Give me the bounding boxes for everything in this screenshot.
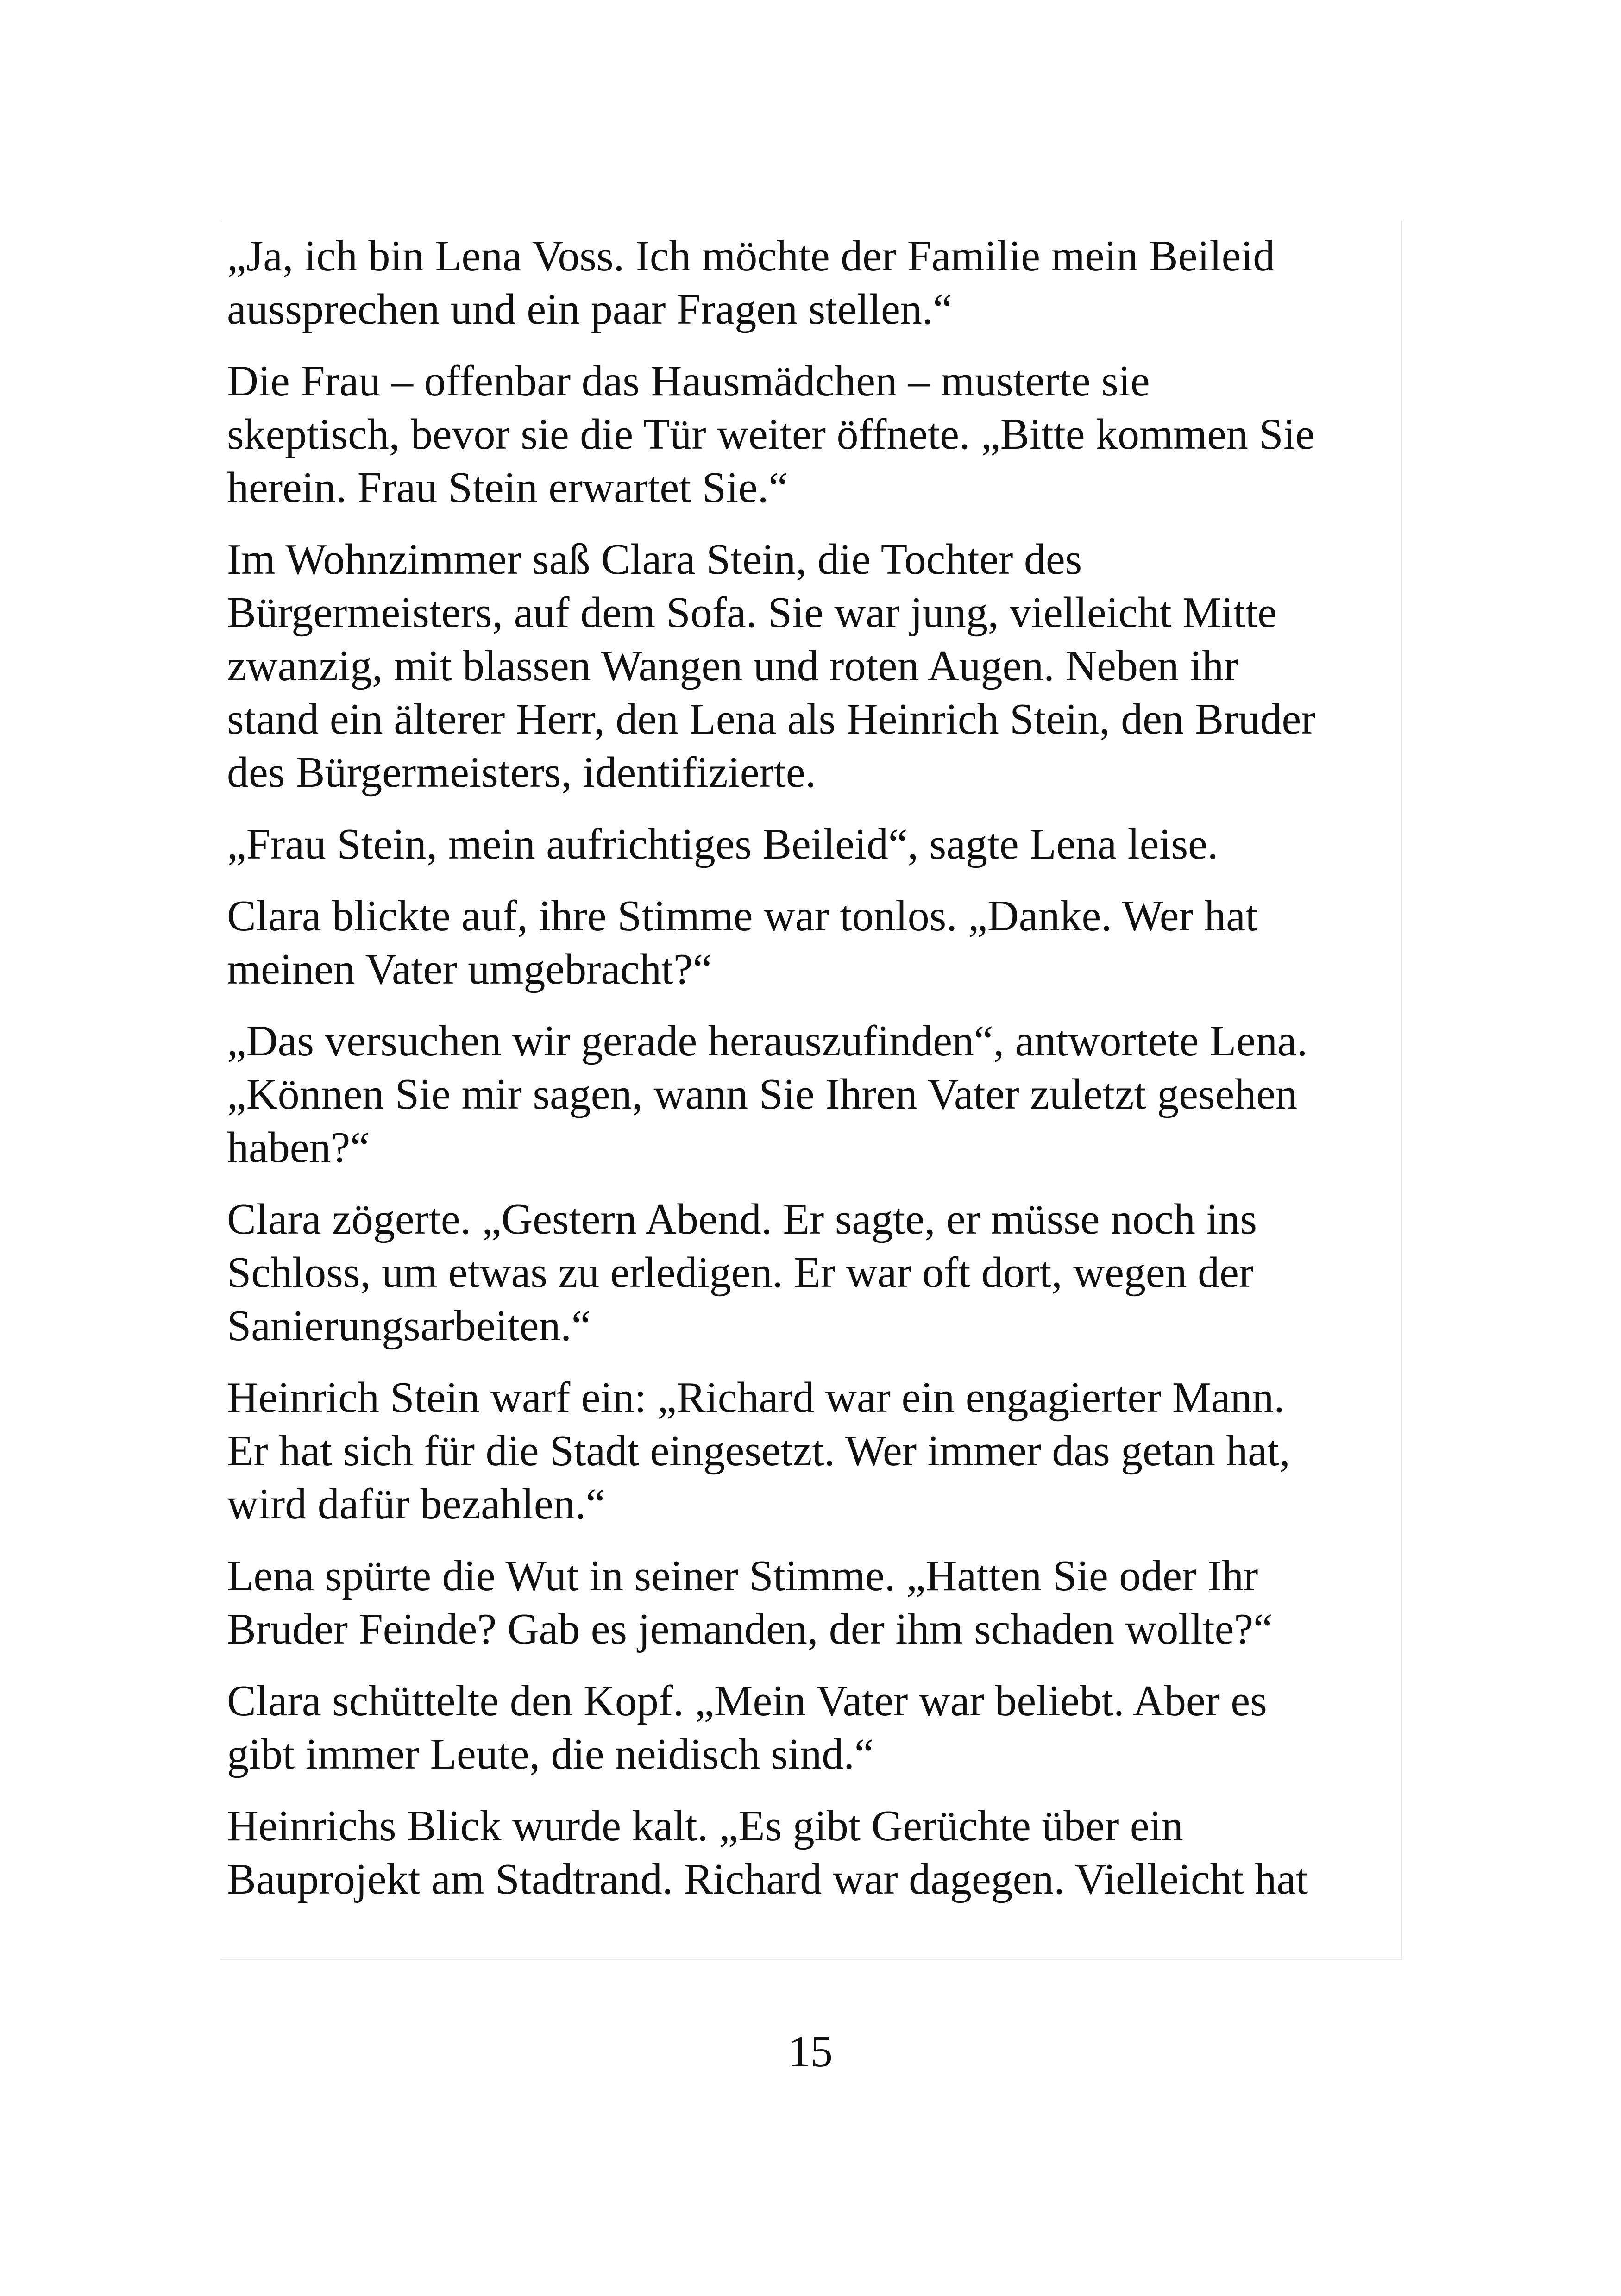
page-number: 15 xyxy=(788,2026,833,2076)
paragraph: „Das versuchen wir gerade herauszufinden“, antwortete Lena. „Können Sie mir sagen, wann Sie Ihren Vater zuletzt gesehen haben?“ xyxy=(227,1017,1308,1172)
paragraph: „Ja, ich bin Lena Voss. Ich möchte der Familie mein Beileid aussprechen und ein paar Fragen stellen.“ xyxy=(227,232,1275,333)
paragraph: Clara blickte auf, ihre Stimme war tonlos. „Danke. Wer hat meinen Vater umgebracht?“ xyxy=(227,892,1258,993)
paragraph: Clara schüttelte den Kopf. „Mein Vater war beliebt. Aber es gibt immer Leute, die neidisch sind.“ xyxy=(227,1677,1267,1778)
paragraph: Im Wohnzimmer saß Clara Stein, die Tochter des Bürgermeisters, auf dem Sofa. Sie war jung, vielleicht Mitte zwanzig, mit blassen Wangen und roten Augen. Neben ihr stand ein älterer Herr, den Lena als Heinrich Stein, den Bruder des Bürgermeisters, identifizierte. xyxy=(227,535,1316,797)
paragraph: Die Frau – offenbar das Hausmädchen – musterte sie skeptisch, bevor sie die Tür weiter öffnete. „Bitte kommen Sie herein. Frau Stein erwartet Sie.“ xyxy=(227,357,1315,512)
paragraph: Heinrichs Blick wurde kalt. „Es gibt Gerüchte über ein Bauprojekt am Stadtrand. Richard war dagegen. Vielleicht hat xyxy=(227,1802,1308,1903)
paragraph: Lena spürte die Wut in seiner Stimme. „Hatten Sie oder Ihr Bruder Feinde? Gab es jemanden, der ihm schaden wollte?“ xyxy=(227,1552,1273,1653)
paragraph: Heinrich Stein warf ein: „Richard war ein engagierter Mann. Er hat sich für die Stadt eingesetzt. Wer immer das getan hat, wird dafür bezahlen.“ xyxy=(227,1374,1290,1528)
text-frame xyxy=(220,220,1402,1960)
paragraph: Clara zögerte. „Gestern Abend. Er sagte, er müsse noch ins Schloss, um etwas zu erledigen. Er war oft dort, wegen der Sanierungsarbeiten.“ xyxy=(227,1195,1257,1350)
paragraph: „Frau Stein, mein aufrichtiges Beileid“, sagte Lena leise. xyxy=(227,820,1219,868)
